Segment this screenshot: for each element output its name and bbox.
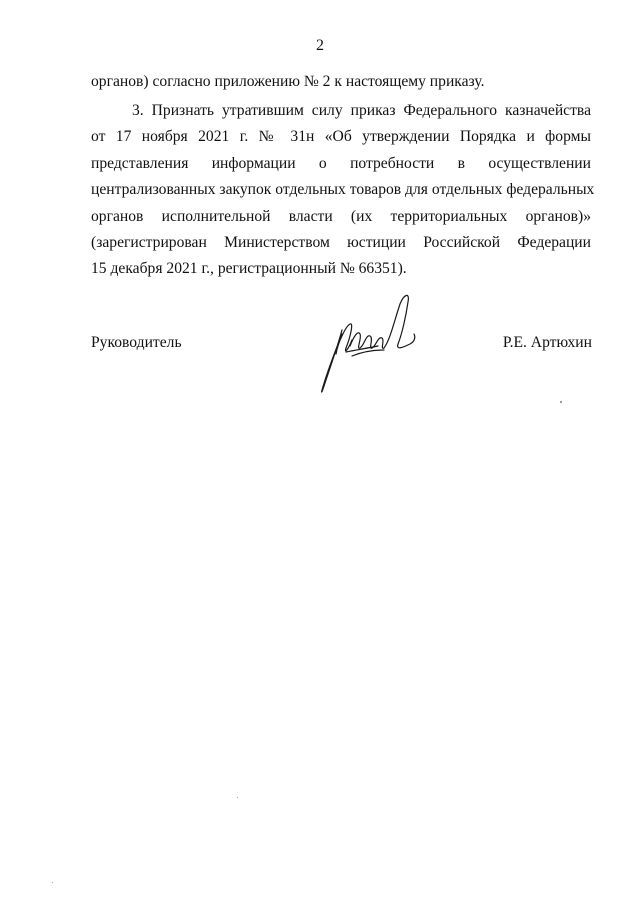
page-number: 2 bbox=[316, 37, 324, 54]
continuation-text: органов) согласно приложению № 2 к настоящему приказу. bbox=[91, 73, 485, 90]
paragraph-3-line: централизованных закупок отдельных товаров для отдельных федеральных bbox=[91, 181, 595, 199]
paragraph-3-line: представления информации о потребности в осуществлении bbox=[91, 154, 591, 172]
paragraph-3 bbox=[91, 98, 595, 283]
paragraph-3-line: (зарегистрирован Министерством юстиции Российской Федерации bbox=[91, 233, 591, 251]
scan-speck bbox=[52, 882, 53, 883]
handwritten-signature-icon bbox=[312, 290, 422, 402]
signatory-name: Р.Е. Артюхин bbox=[502, 334, 592, 351]
paragraph-3-line: органов исполнительной власти (их территориальных органов)» bbox=[91, 207, 591, 225]
paragraph-3-line: 15 декабря 2021 г., регистрационный № 66351). bbox=[91, 260, 407, 278]
paragraph-3-line: 3. Признать утратившим силу приказ Федерального казначейства bbox=[132, 102, 591, 119]
paragraph-3-line: от 17 ноября 2021 г. № 31н «Об утверждении Порядка и формы bbox=[91, 128, 591, 146]
scan-speck bbox=[237, 797, 238, 798]
signatory-title: Руководитель bbox=[91, 334, 182, 351]
scan-speck bbox=[560, 401, 562, 403]
